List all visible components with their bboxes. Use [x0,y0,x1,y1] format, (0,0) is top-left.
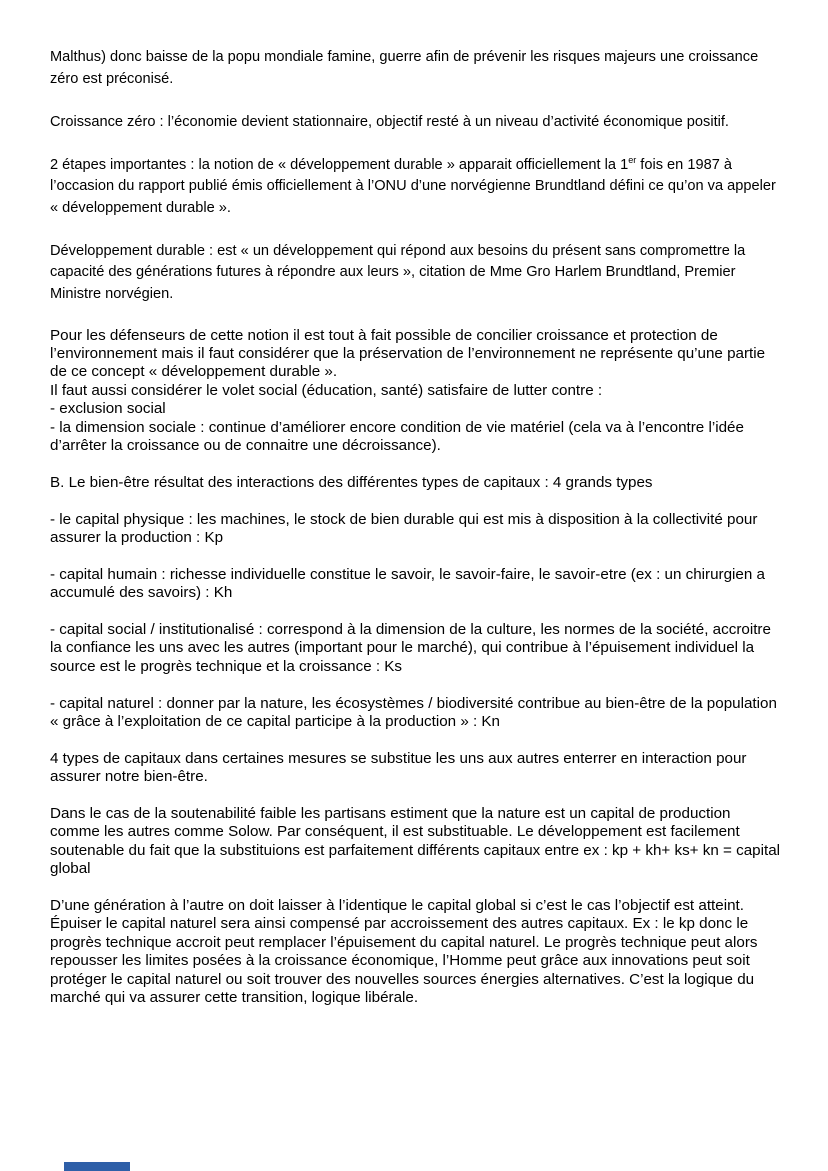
paragraph [50,47,780,90]
text-line: 2 étapes importantes : la notion de « développement durable » apparait officiellement la 1er fois en 1987 à l’occasion du rapport publié émis officiellement à l’ONU d’une norvégienne Brundtland défini ce qu’on va appeler « développement durable ». [50,154,776,216]
paragraph [50,695,780,732]
text-line: Pour les défenseurs de cette notion il est tout à fait possible de concilier croissance et protection de l’environnement mais il faut considérer que la préservation de l’environnement ne représente qu’une partie de ce concept « développement durable ». [50,326,766,381]
paragraph [50,474,780,492]
text-line: Dans le cas de la soutenabilité faible les partisans estiment que la nature est un capital de production comme les autres comme Solow. Par conséquent, il est substituable. Le développement est facilement soutenable du fait que la substituions est parfaitement différents capitaux entre ex : kp + kh+ ks+ kn = capital global [50,804,781,878]
text-line: - capital naturel : donner par la nature, les écosystèmes / biodiversité contribue au bien-être de la population « grâce à l’exploitation de ce capital participe à la production » : Kn [50,694,777,730]
paragraph [50,112,780,134]
paragraph [50,897,780,1007]
text-line: - capital social / institutionalisé : correspond à la dimension de la culture, les normes de la société, accroitre la confiance les uns avec les autres (important pour le marché), qui contribue à l’épuisement individuel la source est le progrès technique et la croissance : Ks [50,620,771,675]
text-line: Malthus) donc baisse de la popu mondiale famine, guerre afin de prévenir les risques majeurs une croissance zéro est préconisé. [50,49,759,87]
text-line: - capital humain : richesse individuelle constitue le savoir, le savoir-faire, le savoir-etre (ex : un chirurgien a accumulé des savoirs) : Kh [50,565,765,602]
paragraph [50,750,780,787]
text-line: - le capital physique : les machines, le stock de bien durable qui est mis à disposition à la collectivité pour assurer la production : Kp [50,510,758,546]
text-line: 4 types de capitaux dans certaines mesures se substitue les uns aux autres enterrer en interaction pour assurer notre bien-être. [50,749,747,786]
paragraph [50,805,780,879]
text-line: D’une génération à l’autre on doit laisser à l’identique le capital global si c’est le cas l’objectif est atteint. Épuiser le capital naturel sera ainsi compensé par accroissement des autres capitaux. Ex : le kp donc le progrès technique accroit peut remplacer l’épuisement du capital naturel. Le progrès technique peut alors repousser les limites posées à la croissance économique, l’Homme peut grâce aux innovations peut soit protéger le capital naturel ou soit trouver des nouvelles sources énergies alternatives. C’est la logique du marché qui va assurer cette transition, logique libérale. [50,896,758,1006]
document-body [50,47,780,1026]
paragraph [50,621,780,676]
text-line: Il faut aussi considérer le volet social (éducation, santé) satisfaire de lutter contre : [50,381,603,399]
text-line: - exclusion social [50,400,166,418]
text-line: Développement durable : est « un développement qui répond aux besoins du présent sans compromettre la capacité des générations futures à répondre aux leurs », citation de Mme Gro Harlem Brundtland, Premier Ministre norvégien. [50,242,746,302]
paragraph [50,155,780,220]
text-line: - la dimension sociale : continue d’améliorer encore condition de vie matériel (cela va à l’encontre l’idée d’arrêter la croissance ou de connaitre une décroissance). [50,418,744,454]
paragraph [50,566,780,603]
paragraph [50,327,780,456]
text-line: B. Le bien-être résultat des interactions des différentes types de capitaux : 4 grands types [50,473,653,491]
paragraph [50,241,780,306]
cut-off-image-strip [64,1162,130,1171]
paragraph [50,511,780,548]
text-line: Croissance zéro : l’économie devient stationnaire, objectif resté à un niveau d’activité économique positif. [50,113,729,130]
